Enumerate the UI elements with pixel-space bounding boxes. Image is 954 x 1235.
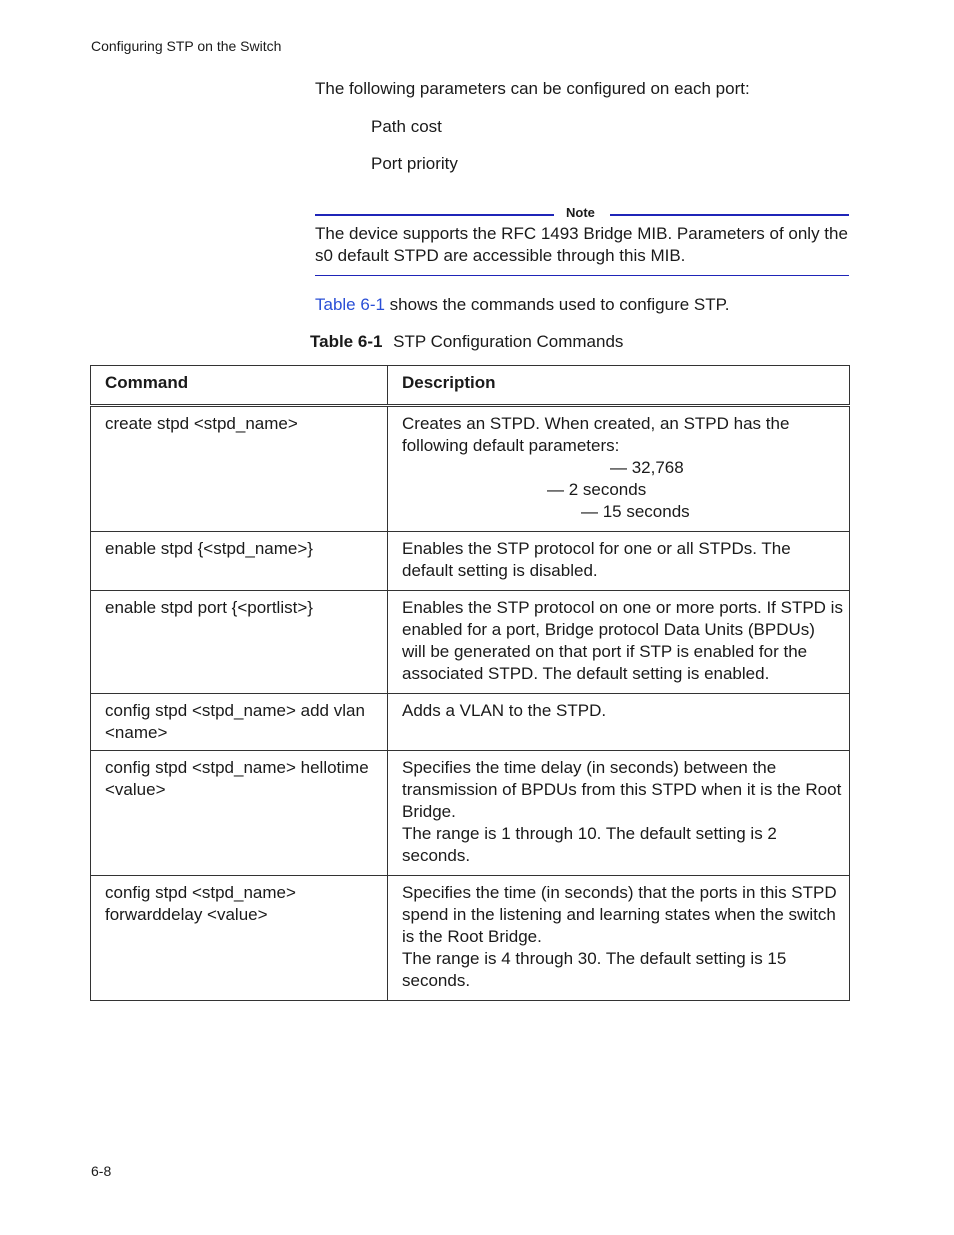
note-rule-right bbox=[610, 214, 849, 216]
table-row bbox=[91, 406, 850, 532]
table-header-row bbox=[91, 366, 850, 406]
command-cell: enable stpd {<stpd_name>} bbox=[91, 532, 388, 591]
note-header bbox=[315, 205, 849, 223]
header-command: Command bbox=[91, 366, 388, 406]
description-cell bbox=[388, 876, 850, 1001]
note-rule-left bbox=[315, 214, 554, 216]
note-text: The device supports the RFC 1493 Bridge MIB. Parameters of only the s0 default STPD are accessible through this MIB. bbox=[315, 223, 849, 276]
intro-paragraph: The following parameters can be configured on each port: bbox=[315, 79, 750, 98]
description-cell bbox=[388, 751, 850, 876]
table-row bbox=[91, 694, 850, 751]
table-row bbox=[91, 532, 850, 591]
default-value: — 15 seconds bbox=[581, 502, 690, 521]
running-header: Configuring STP on the Switch bbox=[91, 38, 282, 54]
description-cell bbox=[388, 532, 850, 591]
table-reference bbox=[315, 295, 730, 315]
param-path-cost: Path cost bbox=[371, 117, 442, 136]
description-text: Specifies the time delay (in seconds) between the transmission of BPDUs from this STPD when it is the Root Bridge. bbox=[402, 758, 842, 821]
header-description: Description bbox=[388, 366, 850, 406]
table-caption bbox=[310, 332, 623, 352]
description-text: Specifies the time (in seconds) that the ports in this STPD spend in the listening and learning states when the switch is the Root Bridge. bbox=[402, 883, 837, 946]
table-caption-number: Table 6-1 bbox=[310, 332, 383, 351]
command-cell: create stpd <stpd_name> bbox=[91, 406, 388, 532]
table-row bbox=[91, 751, 850, 876]
table-link[interactable]: Table 6-1 bbox=[315, 295, 385, 314]
command-cell: enable stpd port {<portlist>} bbox=[91, 591, 388, 694]
description-text: Adds a VLAN to the STPD. bbox=[402, 701, 607, 720]
default-value: — 2 seconds bbox=[547, 480, 647, 499]
description-text: Enables the STP protocol for one or all STPDs. The default setting is disabled. bbox=[402, 539, 791, 580]
page-number: 6-8 bbox=[91, 1163, 112, 1179]
note-label: Note bbox=[566, 205, 595, 220]
description-text: The range is 1 through 10. The default setting is 2 seconds. bbox=[402, 824, 777, 865]
table-ref-text: shows the commands used to configure STP. bbox=[384, 295, 730, 314]
description-cell bbox=[388, 694, 850, 751]
note-box bbox=[315, 205, 849, 276]
table-row bbox=[91, 591, 850, 694]
command-cell: config stpd <stpd_name> forwarddelay <value> bbox=[91, 876, 388, 1001]
param-port-priority: Port priority bbox=[371, 154, 458, 173]
description-cell bbox=[388, 406, 850, 532]
command-cell: config stpd <stpd_name> hellotime <value> bbox=[91, 751, 388, 876]
command-cell: config stpd <stpd_name> add vlan <name> bbox=[91, 694, 388, 751]
description-text: Creates an STPD. When created, an STPD has the following default parameters: bbox=[402, 414, 790, 455]
table-caption-title: STP Configuration Commands bbox=[393, 332, 624, 351]
stp-commands-table bbox=[90, 365, 850, 1001]
description-text: The range is 4 through 30. The default setting is 15 seconds. bbox=[402, 949, 787, 990]
default-value: — 32,768 bbox=[610, 458, 684, 477]
description-text: Enables the STP protocol on one or more ports. If STPD is enabled for a port, Bridge protocol Data Units (BPDUs) will be generated on that port if STP is enabled for the associated STPD. The default setting is enabled. bbox=[402, 598, 843, 683]
table-row bbox=[91, 876, 850, 1001]
description-cell bbox=[388, 591, 850, 694]
